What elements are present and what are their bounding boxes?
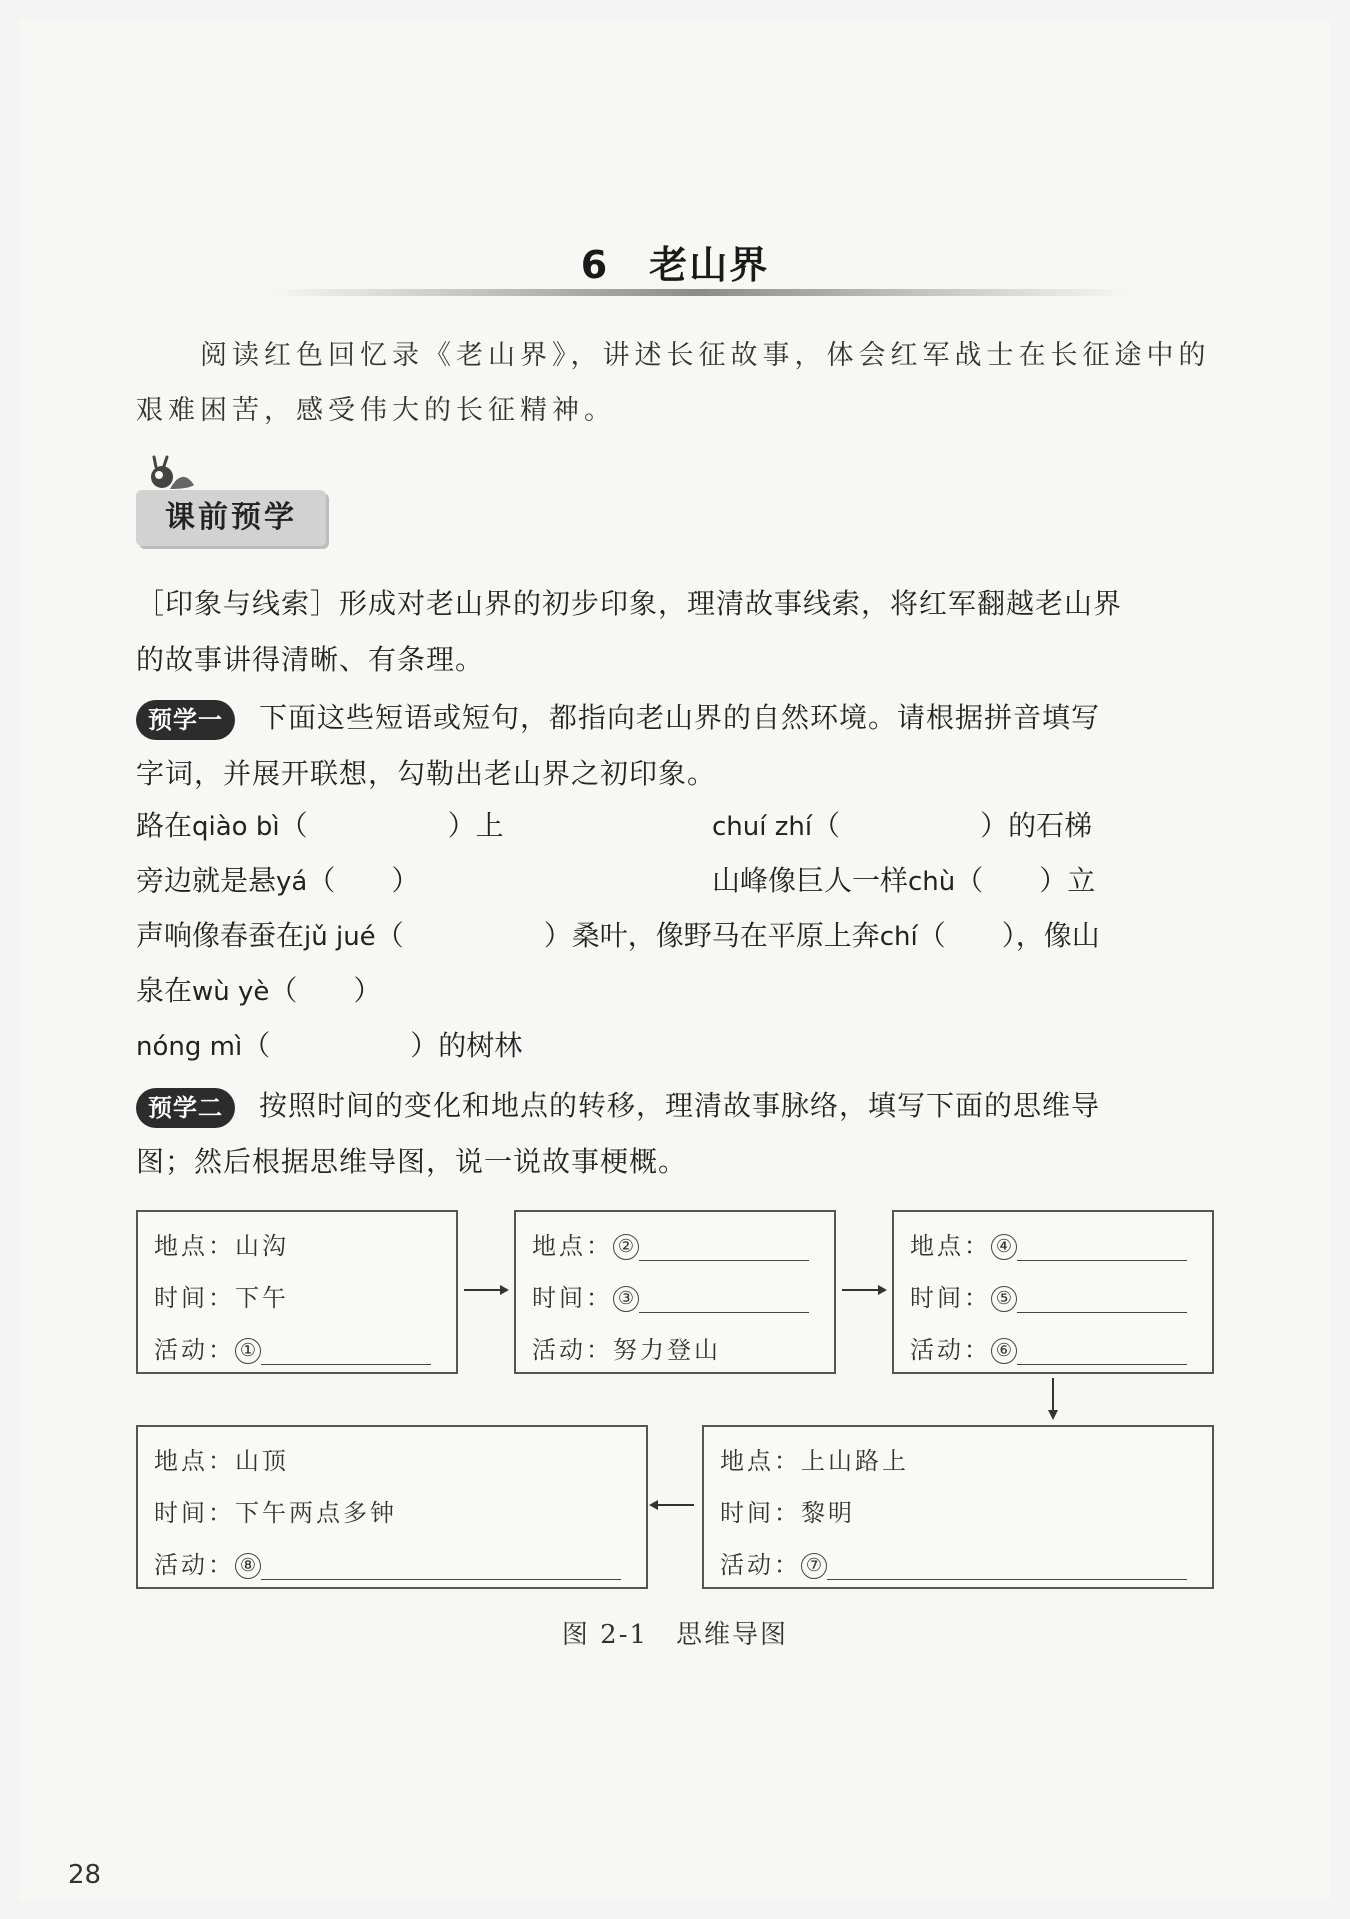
mindmap-box-5: 地点：山顶 时间：下午两点多钟 活动： ⑧ xyxy=(136,1425,648,1589)
arrow-down-icon xyxy=(1045,1376,1061,1422)
arrow-right-icon xyxy=(840,1282,888,1298)
fill-item-chuizhi: chuí zhí（ ）的石梯 xyxy=(712,809,1093,842)
box2-activity: 努力登山 xyxy=(613,1336,721,1364)
section-heading-preview: 课前预学 xyxy=(136,490,326,546)
fill-item-qiaobi: 路在qiào bì（ ）上 xyxy=(136,809,504,842)
task2-line-1: 按照时间的变化和地点的转移，理清故事脉络，填写下面的思维导 xyxy=(259,1089,1101,1122)
blank-number-3: ③ xyxy=(613,1286,639,1312)
task2-paragraph xyxy=(136,1078,1216,1190)
blank-number-6: ⑥ xyxy=(991,1338,1017,1364)
answer-blank-5[interactable] xyxy=(1017,1282,1187,1313)
box5-place: 山顶 xyxy=(235,1447,289,1475)
mindmap-box-4: 地点：上山路上 时间：黎明 活动： ⑦ xyxy=(702,1425,1214,1589)
answer-blank-1[interactable] xyxy=(261,1334,431,1365)
box4-time: 黎明 xyxy=(801,1499,855,1527)
snail-mascot-icon xyxy=(148,455,196,493)
blank-number-7: ⑦ xyxy=(801,1553,827,1579)
fill-item-jujue: 声响像春蚕在jǔ jué（ ）桑叶，像野马在平原上奔chí（ ），像山 xyxy=(136,919,1100,952)
fill-item-nongmi: nóng mì（ ）的树林 xyxy=(136,1029,523,1062)
mindmap-box-3: 地点： ④ 时间： ⑤ 活动： ⑥ xyxy=(892,1210,1214,1374)
title-underline xyxy=(270,289,1130,296)
blank-number-8: ⑧ xyxy=(235,1553,261,1579)
task1-paragraph xyxy=(136,690,1216,802)
arrow-left-icon xyxy=(648,1497,696,1513)
impression-line-1: ［印象与线索］形成对老山界的初步印象，理清故事线索，将红军翻越老山界 xyxy=(136,587,1123,620)
impression-paragraph xyxy=(136,576,1216,688)
task2-line-2: 图；然后根据思维导图，说一说故事梗概。 xyxy=(136,1145,688,1178)
answer-blank-4[interactable] xyxy=(1017,1230,1187,1261)
arrow-right-icon xyxy=(462,1282,510,1298)
task1-badge: 预学一 xyxy=(136,700,235,740)
task1-line-2: 字词，并展开联想，勾勒出老山界之初印象。 xyxy=(136,757,717,790)
answer-blank-8[interactable] xyxy=(261,1549,621,1580)
blank-number-5: ⑤ xyxy=(991,1286,1017,1312)
box4-place: 上山路上 xyxy=(801,1447,909,1475)
task1-line-1: 下面这些短语或短句，都指向老山界的自然环境。请根据拼音填写 xyxy=(259,701,1101,734)
answer-blank-6[interactable] xyxy=(1017,1334,1187,1365)
answer-blank-3[interactable] xyxy=(639,1282,809,1313)
answer-blank-7[interactable] xyxy=(827,1549,1187,1580)
task2-badge: 预学二 xyxy=(136,1088,235,1128)
page-number: 28 xyxy=(68,1860,102,1890)
intro-line-2: 艰难困苦，感受伟大的长征精神。 xyxy=(136,395,616,426)
intro-line-1: 阅读红色回忆录《老山界》，讲述长征故事，体会红军战士在长征途中的 xyxy=(200,340,1211,371)
intro-paragraph xyxy=(136,328,1216,438)
blank-number-1: ① xyxy=(235,1338,261,1364)
blank-number-4: ④ xyxy=(991,1234,1017,1260)
mindmap-box-1: 地点：山沟 时间：下午 活动： ① xyxy=(136,1210,458,1374)
fill-item-wuye: 泉在wù yè（ ） xyxy=(136,974,382,1007)
fill-item-ya: 旁边就是悬yá（ ） xyxy=(136,864,420,897)
box5-time: 下午两点多钟 xyxy=(235,1499,397,1527)
box1-time: 下午 xyxy=(235,1284,289,1312)
blank-number-2: ② xyxy=(613,1234,639,1260)
figure-caption: 图 2-1 思维导图 xyxy=(561,1620,789,1650)
impression-line-2: 的故事讲得清晰、有条理。 xyxy=(136,643,485,676)
box1-place: 山沟 xyxy=(235,1232,289,1260)
answer-blank-2[interactable] xyxy=(639,1230,809,1261)
lesson-title: 6 老山界 xyxy=(580,243,770,287)
fill-item-chu: 山峰像巨人一样chù（ ）立 xyxy=(712,864,1096,897)
mindmap-box-2: 地点： ② 时间： ③ 活动：努力登山 xyxy=(514,1210,836,1374)
